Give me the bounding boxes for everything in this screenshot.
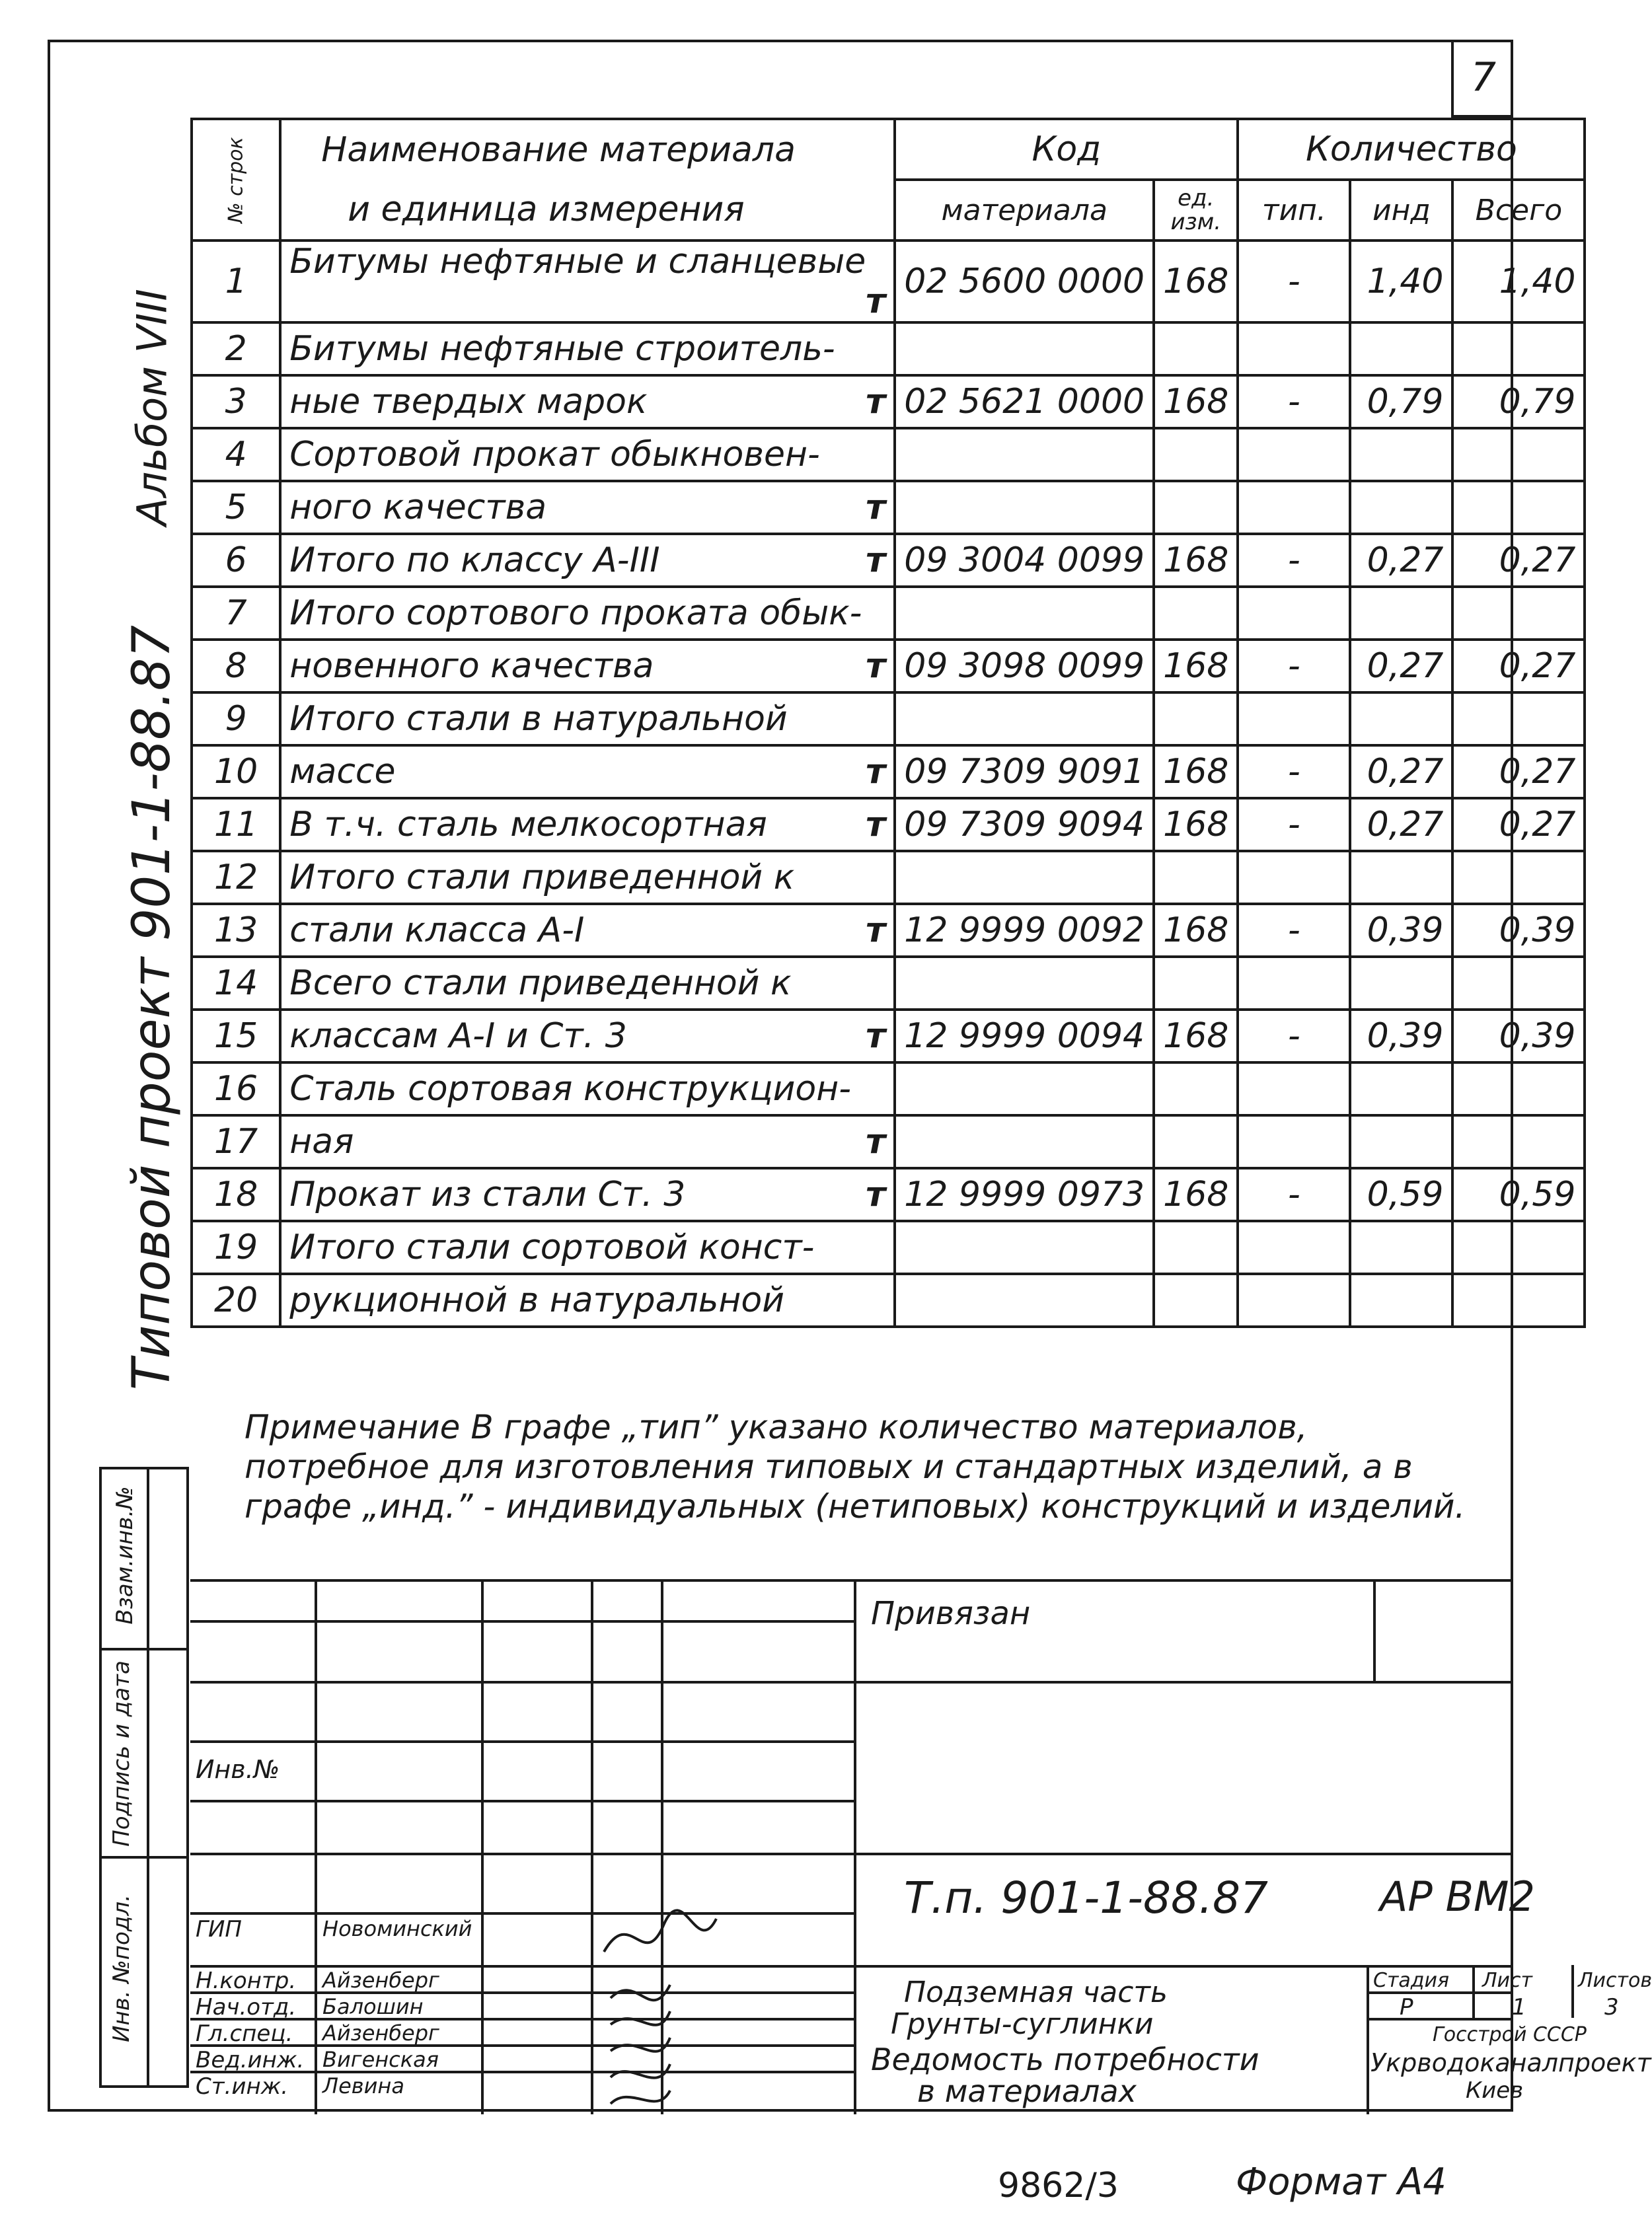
row-no-header: № строк	[224, 136, 248, 223]
material-name	[280, 640, 895, 692]
qty-tip	[1238, 1221, 1350, 1274]
quantity-header: Количество	[1238, 119, 1585, 180]
material-code: 12 9999 0092	[895, 904, 1154, 957]
material-code	[895, 1062, 1154, 1115]
material-name	[280, 1010, 895, 1062]
unit-code	[1154, 1274, 1238, 1327]
material-name-text: стали класса А-I	[289, 910, 585, 950]
table-row	[192, 1221, 1585, 1274]
table-row	[192, 1115, 1585, 1168]
stage-label: Стадия	[1373, 1969, 1450, 1992]
unit-code: 168	[1154, 1168, 1238, 1221]
qty-total: 0,27	[1452, 640, 1585, 692]
qty-ind	[1350, 587, 1452, 640]
unit-code	[1154, 1221, 1238, 1274]
material-name-text: Битумы нефтяные строитель-	[289, 329, 835, 369]
table-row	[192, 587, 1585, 640]
title-line2: Грунты-суглинки	[891, 2007, 1154, 2041]
material-name	[280, 534, 895, 587]
material-code: 09 3098 0099	[895, 640, 1154, 692]
code-material-header: материала	[895, 180, 1154, 241]
qty-tip: -	[1238, 1010, 1350, 1062]
unit-mark: т	[866, 752, 886, 792]
qty-total	[1452, 957, 1585, 1010]
qty-total: 1,40	[1452, 241, 1585, 322]
code-unit-header: ед. изм.	[1154, 180, 1238, 241]
unit-code	[1154, 428, 1238, 481]
qty-ind: 0,39	[1350, 1010, 1452, 1062]
material-name	[280, 1221, 895, 1274]
qty-total	[1452, 1115, 1585, 1168]
qty-tip	[1238, 587, 1350, 640]
material-name	[280, 1274, 895, 1327]
row-number: 14	[192, 957, 280, 1010]
unit-code	[1154, 957, 1238, 1010]
unit-mark: т	[866, 1175, 886, 1214]
material-name-text: массе	[289, 752, 396, 792]
unit-mark: т	[866, 281, 886, 321]
material-code: 09 7309 9091	[895, 745, 1154, 798]
row-number: 10	[192, 745, 280, 798]
qty-ind: 0,79	[1350, 375, 1452, 428]
material-name-text: Всего стали приведенной к	[289, 963, 792, 1003]
material-name-text: классам А-I и Ст. 3	[289, 1016, 627, 1056]
material-name	[280, 692, 895, 745]
qty-tip	[1238, 1274, 1350, 1327]
table-row	[192, 241, 1585, 322]
org-line2: Укрводоканалпроект	[1370, 2048, 1651, 2077]
qty-total	[1452, 428, 1585, 481]
qty-total: 0,27	[1452, 798, 1585, 851]
row-number: 4	[192, 428, 280, 481]
material-name	[280, 481, 895, 534]
qty-ind	[1350, 428, 1452, 481]
table-row	[192, 1274, 1585, 1327]
table-row	[192, 957, 1585, 1010]
inv-podl-label: Инв. №подл.	[108, 1894, 135, 2042]
material-name-text: рукционной в натуральной	[289, 1280, 785, 1320]
material-code	[895, 1274, 1154, 1327]
qty-total-header: Всего	[1452, 180, 1585, 241]
material-name-text: Итого по классу А-III	[289, 540, 660, 580]
qty-total	[1452, 1274, 1585, 1327]
format-label: Формат А4	[1236, 2161, 1446, 2204]
row-number: 8	[192, 640, 280, 692]
qty-total	[1452, 851, 1585, 904]
code-header: Код	[895, 119, 1238, 180]
qty-tip	[1238, 428, 1350, 481]
role-name: Вигенская	[322, 2047, 439, 2072]
material-name-text: Итого стали приведенной к	[289, 858, 795, 897]
qty-total: 0,27	[1452, 745, 1585, 798]
qty-total	[1452, 1221, 1585, 1274]
unit-code	[1154, 322, 1238, 375]
qty-ind	[1350, 481, 1452, 534]
material-name-text: ного качества	[289, 488, 547, 527]
table-row	[192, 692, 1585, 745]
qty-tip	[1238, 481, 1350, 534]
stage-value: Р	[1400, 1994, 1413, 2020]
material-name-text: В т.ч. сталь мелкосортная	[289, 805, 767, 844]
header-row-1	[192, 119, 1585, 180]
unit-code	[1154, 1062, 1238, 1115]
qty-ind	[1350, 1221, 1452, 1274]
unit-code	[1154, 481, 1238, 534]
role-name: Балошин	[322, 1994, 424, 2019]
unit-code: 168	[1154, 1010, 1238, 1062]
role-name: Айзенберг	[322, 1968, 439, 1993]
qty-ind	[1350, 1115, 1452, 1168]
unit-code	[1154, 692, 1238, 745]
unit-code	[1154, 587, 1238, 640]
qty-tip: -	[1238, 534, 1350, 587]
material-name-text: Сортовой прокат обыкновен-	[289, 435, 820, 474]
org-line3: Киев	[1466, 2077, 1524, 2104]
qty-ind: 0,59	[1350, 1168, 1452, 1221]
qty-ind: 0,27	[1350, 745, 1452, 798]
material-name-text: ная	[289, 1122, 354, 1162]
qty-ind	[1350, 692, 1452, 745]
row-number: 9	[192, 692, 280, 745]
page-number: 7	[1451, 40, 1513, 118]
material-name-text: Битумы нефтяные и сланцевые	[289, 242, 866, 281]
qty-tip: -	[1238, 745, 1350, 798]
project-side-label: Типовой проект 901-1-88.87	[122, 625, 182, 1390]
qty-ind: 1,40	[1350, 241, 1452, 322]
sheets-value: 3	[1604, 1994, 1619, 2020]
material-code	[895, 428, 1154, 481]
unit-mark: т	[866, 805, 886, 844]
role-title: Н.контр.	[196, 1968, 297, 1994]
archive-number: 9862/3	[998, 2166, 1119, 2205]
material-name-text: Сталь сортовая конструкцион-	[289, 1069, 852, 1109]
org-line1: Госстрой СССР	[1433, 2023, 1587, 2046]
role-title: ГИП	[196, 1916, 242, 1943]
unit-mark: т	[866, 488, 886, 527]
qty-ind: 0,39	[1350, 904, 1452, 957]
material-name	[280, 851, 895, 904]
material-code: 02 5621 0000	[895, 375, 1154, 428]
material-code: 09 7309 9094	[895, 798, 1154, 851]
qty-ind	[1350, 322, 1452, 375]
qty-total: 0,39	[1452, 904, 1585, 957]
unit-code: 168	[1154, 640, 1238, 692]
qty-total	[1452, 1062, 1585, 1115]
title-line1: Подземная часть	[904, 1976, 1168, 2009]
material-name-text: Итого стали сортовой конст-	[289, 1228, 815, 1267]
qty-total	[1452, 692, 1585, 745]
row-number: 17	[192, 1115, 280, 1168]
title-line4: в материалах	[917, 2073, 1137, 2109]
qty-tip: -	[1238, 798, 1350, 851]
material-name-text: Итого сортового проката обык-	[289, 593, 862, 633]
material-name	[280, 957, 895, 1010]
row-number: 15	[192, 1010, 280, 1062]
qty-ind: 0,27	[1350, 798, 1452, 851]
row-number: 16	[192, 1062, 280, 1115]
row-number: 2	[192, 322, 280, 375]
name-header-line1: Наименование материала	[321, 130, 796, 170]
table-row	[192, 904, 1585, 957]
qty-tip	[1238, 322, 1350, 375]
row-number: 6	[192, 534, 280, 587]
role-title: Вед.инж.	[196, 2047, 305, 2073]
table-row	[192, 851, 1585, 904]
qty-tip: -	[1238, 375, 1350, 428]
note-text: Примечание В графе „тип” указано количество материалов, потребное для изготовления типовых и стандартных изделий, а в графе „инд.” - индивидуальных (нетиповых) конструкций и изделий.	[244, 1408, 1466, 1526]
row-number: 11	[192, 798, 280, 851]
role-name: Левина	[322, 2073, 404, 2098]
qty-ind	[1350, 957, 1452, 1010]
qty-total	[1452, 322, 1585, 375]
material-name	[280, 798, 895, 851]
material-code	[895, 851, 1154, 904]
material-name	[280, 1168, 895, 1221]
material-code	[895, 692, 1154, 745]
qty-tip	[1238, 851, 1350, 904]
qty-total: 0,59	[1452, 1168, 1585, 1221]
signatures	[591, 1899, 789, 2117]
qty-tip: -	[1238, 904, 1350, 957]
material-code: 09 3004 0099	[895, 534, 1154, 587]
material-code	[895, 587, 1154, 640]
material-code	[895, 481, 1154, 534]
material-name	[280, 322, 895, 375]
material-name	[280, 745, 895, 798]
privyazan-label: Привязан	[871, 1595, 1031, 1632]
title-block	[190, 1579, 1652, 2114]
row-number: 20	[192, 1274, 280, 1327]
qty-tip	[1238, 957, 1350, 1010]
row-number: 19	[192, 1221, 280, 1274]
material-name	[280, 241, 895, 322]
material-name	[280, 587, 895, 640]
title-line3: Ведомость потребности	[871, 2042, 1259, 2077]
material-code	[895, 322, 1154, 375]
material-name-text: Прокат из стали Ст. 3	[289, 1175, 686, 1214]
inv-no-label: Инв.№	[196, 1755, 280, 1784]
unit-code: 168	[1154, 375, 1238, 428]
unit-mark: т	[866, 1016, 886, 1056]
qty-tip	[1238, 1115, 1350, 1168]
row-number: 13	[192, 904, 280, 957]
left-margin-stamp	[99, 1467, 189, 2088]
qty-total: 0,27	[1452, 534, 1585, 587]
qty-tip: -	[1238, 241, 1350, 322]
row-number: 5	[192, 481, 280, 534]
unit-code: 168	[1154, 798, 1238, 851]
material-code: 02 5600 0000	[895, 241, 1154, 322]
material-code	[895, 1221, 1154, 1274]
sheet-label: Лист	[1482, 1969, 1533, 1992]
material-code	[895, 1115, 1154, 1168]
material-name-text: Итого стали в натуральной	[289, 699, 788, 739]
table-row	[192, 1168, 1585, 1221]
qty-ind	[1350, 1274, 1452, 1327]
material-name	[280, 904, 895, 957]
qty-total	[1452, 587, 1585, 640]
table-row	[192, 745, 1585, 798]
qty-tip-header: тип.	[1238, 180, 1350, 241]
row-number: 12	[192, 851, 280, 904]
doc-code: Т.п. 901-1-88.87	[904, 1872, 1268, 1923]
qty-tip: -	[1238, 1168, 1350, 1221]
unit-mark: т	[866, 646, 886, 686]
sheet-value: 1	[1512, 1994, 1526, 2020]
material-code	[895, 957, 1154, 1010]
table-row	[192, 640, 1585, 692]
table-row	[192, 1062, 1585, 1115]
qty-total: 0,79	[1452, 375, 1585, 428]
table-row	[192, 481, 1585, 534]
qty-ind: 0,27	[1350, 640, 1452, 692]
album-label: Альбом VIII	[128, 289, 176, 526]
materials-table	[190, 118, 1586, 1328]
table-row	[192, 798, 1585, 851]
unit-mark: т	[866, 1122, 886, 1162]
role-name: Айзенберг	[322, 2020, 439, 2046]
material-name	[280, 428, 895, 481]
unit-mark: т	[866, 910, 886, 950]
qty-tip	[1238, 1062, 1350, 1115]
unit-code: 168	[1154, 745, 1238, 798]
qty-tip: -	[1238, 640, 1350, 692]
role-title: Нач.отд.	[196, 1994, 297, 2020]
qty-ind	[1350, 851, 1452, 904]
row-number: 1	[192, 241, 280, 322]
qty-ind-header: инд	[1350, 180, 1452, 241]
sheet-code: АР ВМ2	[1380, 1872, 1535, 1921]
sheets-label: Листов	[1578, 1969, 1652, 1992]
unit-code: 168	[1154, 534, 1238, 587]
row-number: 7	[192, 587, 280, 640]
material-code: 12 9999 0094	[895, 1010, 1154, 1062]
role-title: Ст.инж.	[196, 2073, 289, 2100]
unit-mark: т	[866, 540, 886, 580]
table-row	[192, 375, 1585, 428]
unit-mark: т	[866, 382, 886, 422]
name-header-line2: и единица измерения	[348, 190, 745, 229]
role-title: Гл.спец.	[196, 2020, 293, 2047]
role-name: Новоминский	[322, 1916, 472, 1941]
qty-tip	[1238, 692, 1350, 745]
unit-code: 168	[1154, 904, 1238, 957]
vzam-inv-label: Взам.инв.№	[112, 1486, 138, 1625]
material-name-text: новенного качества	[289, 646, 654, 686]
material-name	[280, 1062, 895, 1115]
table-row	[192, 428, 1585, 481]
table-row	[192, 322, 1585, 375]
row-number: 18	[192, 1168, 280, 1221]
qty-ind: 0,27	[1350, 534, 1452, 587]
row-number: 3	[192, 375, 280, 428]
unit-code	[1154, 1115, 1238, 1168]
material-name	[280, 375, 895, 428]
material-name-text: ные твердых марок	[289, 382, 648, 422]
qty-total	[1452, 481, 1585, 534]
table-row	[192, 534, 1585, 587]
qty-ind	[1350, 1062, 1452, 1115]
unit-code	[1154, 851, 1238, 904]
material-code: 12 9999 0973	[895, 1168, 1154, 1221]
table-row	[192, 1010, 1585, 1062]
unit-code: 168	[1154, 241, 1238, 322]
material-name	[280, 1115, 895, 1168]
podpis-data-label: Подпись и дата	[108, 1660, 135, 1847]
qty-total: 0,39	[1452, 1010, 1585, 1062]
